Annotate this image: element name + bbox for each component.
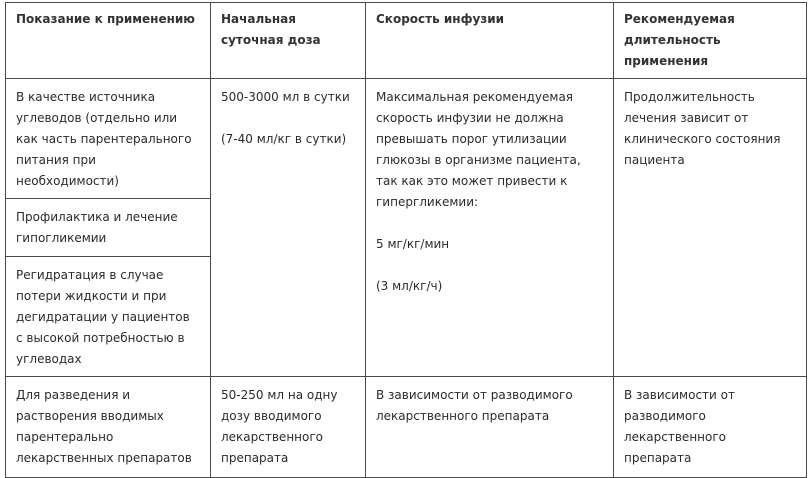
indication-cell: Регидратация в случае потери жидкости и при дегидратации у пациентов с высокой потребностью в углеводах xyxy=(6,257,211,377)
table-row xyxy=(6,377,807,478)
table-header-row xyxy=(6,3,807,79)
dose-cell: 50-250 мл на одну дозу вводимого лекарственного препарата xyxy=(211,377,366,478)
table-row xyxy=(6,79,807,199)
rate-value-ml: (3 мл/кг/ч) xyxy=(376,279,443,293)
rate-cell: В зависимости от разводимого лекарственного препарата xyxy=(366,377,614,478)
dose-per-kg: (7-40 мл/кг в сутки) xyxy=(221,132,347,146)
rate-value-mg: 5 мг/кг/мин xyxy=(376,237,450,251)
dose-cell xyxy=(211,79,366,377)
header-duration: Рекомендуемая длительность применения xyxy=(614,3,807,79)
rate-cell xyxy=(366,79,614,377)
header-indication: Показание к применению xyxy=(6,3,211,79)
dosage-table xyxy=(5,2,807,478)
indication-cell: Профилактика и лечение гипогликемии xyxy=(6,199,211,257)
indication-cell: В качестве источника углеводов (отдельно или как часть парентерального питания при необходимости) xyxy=(6,79,211,199)
rate-description: Максимальная рекомендуемая скорость инфузии не должна превышать порог утилизации глюкозы в организме пациента, так как это может привести к гипергликемии: xyxy=(376,90,581,209)
header-initial-dose: Начальная суточная доза xyxy=(211,3,366,79)
duration-cell: Продолжительность лечения зависит от клинического состояния пациента xyxy=(614,79,807,377)
duration-cell: В зависимости от разводимого лекарственного препарата xyxy=(614,377,807,478)
indication-cell: Для разведения и растворения вводимых парентерально лекарственных препаратов xyxy=(6,377,211,478)
header-infusion-rate: Скорость инфузии xyxy=(366,3,614,79)
dose-value: 500-3000 мл в сутки xyxy=(221,90,350,104)
